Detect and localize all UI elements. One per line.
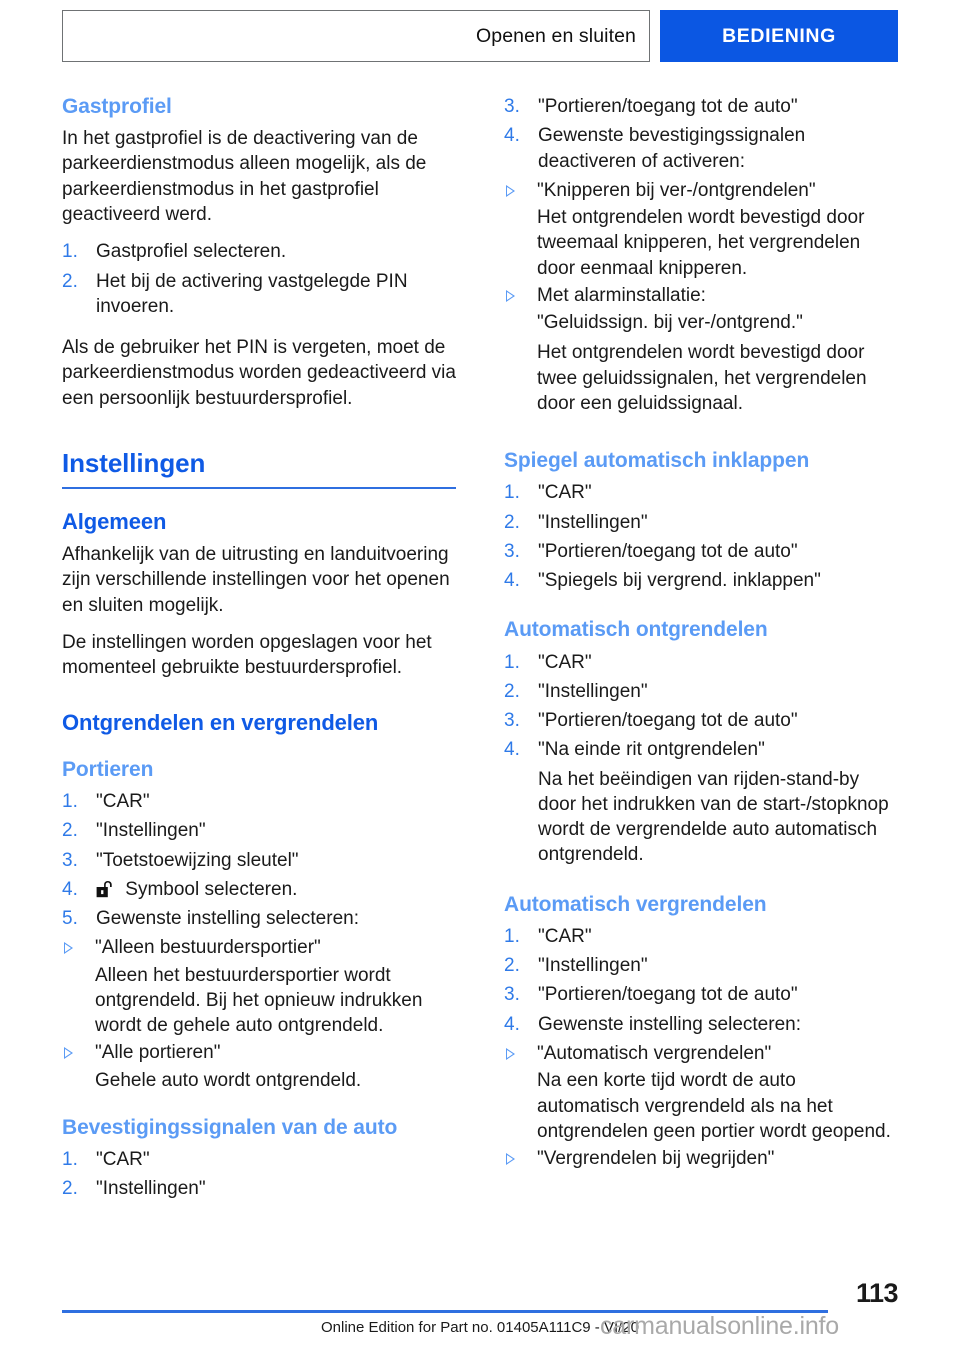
portieren-options	[62, 935, 456, 1093]
header-chapter-title: BEDIENING	[722, 24, 836, 47]
list-item	[62, 935, 456, 960]
option-label: "Alle portieren"	[95, 1042, 221, 1064]
step-text: "CAR"	[96, 791, 150, 813]
automatisch-ontgrendelen-steps	[504, 650, 898, 868]
page-footer	[62, 1278, 898, 1340]
page-header	[62, 10, 898, 62]
open-padlock-icon	[96, 879, 113, 898]
step-number: 4.	[504, 125, 520, 147]
list-item	[62, 1176, 456, 1201]
list-item	[504, 1146, 898, 1171]
step-text: "CAR"	[96, 1149, 150, 1171]
option-sublabel: "Geluidssign. bij ver-/ontgrend."	[537, 312, 803, 334]
gastprofiel-steps	[62, 239, 456, 319]
list-item	[504, 123, 898, 174]
option-description: Alleen het bestuurdersportier wordt ontgrendeld. Bij het opnieuw indrukken wordt de gehele auto ontgrendeld.	[95, 964, 423, 1037]
option-description-wrap	[504, 205, 898, 281]
step-number: 4.	[504, 1013, 520, 1035]
option-description-wrap	[62, 963, 456, 1039]
triangle-bullet-icon	[506, 1153, 515, 1165]
gastprofiel-intro: In het gastprofiel is de deactivering van de parkeerdienstmodus alleen mogelijk, als de parkeerdienstmodus in het gastprofiel geactiveerd werd.	[62, 128, 427, 225]
step-text: Gewenste instelling selecteren:	[96, 908, 359, 930]
step-text: "Instellingen"	[538, 955, 648, 977]
step-text: "CAR"	[538, 651, 592, 673]
list-item	[504, 708, 898, 733]
step-number: 1.	[62, 1149, 78, 1171]
list-item	[504, 953, 898, 978]
list-item	[62, 789, 456, 814]
triangle-bullet-icon	[64, 942, 73, 954]
list-item	[62, 877, 456, 902]
step-text: "Toetstoewijzing sleutel"	[96, 849, 299, 871]
option-description: Na een korte tijd wordt de auto automatisch vergrendeld als na het ontgrendelen geen portier wordt geopend.	[537, 1070, 891, 1142]
triangle-bullet-icon	[64, 1047, 73, 1059]
list-item	[504, 283, 898, 308]
triangle-bullet-icon	[506, 185, 515, 197]
option-description-wrap	[504, 1068, 898, 1144]
bevestigingssignalen-steps	[62, 1147, 456, 1202]
algemeen-para-1: Afhankelijk van de uitrusting en landuitvoering zijn verschillende instellingen voor het openen en sluiten mogelijk.	[62, 544, 450, 616]
list-item	[504, 650, 898, 675]
header-chapter-box	[660, 10, 898, 62]
watermark: carmanualsonline.info	[600, 1312, 840, 1340]
list-item	[62, 269, 456, 320]
triangle-bullet-icon	[506, 1048, 515, 1060]
heading-ontgrendelen-en-vergrendelen: Ontgrendelen en vergrendelen	[62, 710, 379, 736]
option-description-wrap	[62, 1068, 456, 1093]
step-number: 3.	[504, 540, 520, 562]
heading-automatisch-vergrendelen: Automatisch vergrendelen	[504, 892, 767, 916]
option-description: Gehele auto wordt ontgrendeld.	[95, 1069, 362, 1091]
step-number: 4.	[62, 878, 78, 900]
step-number: 2.	[62, 270, 78, 292]
list-item	[504, 1012, 898, 1037]
list-item	[504, 539, 898, 564]
triangle-bullet-icon	[506, 290, 515, 302]
option-sublabel-wrap	[504, 310, 898, 335]
step-text: Gewenste bevestigingssignalen deactiveren of activeren:	[538, 125, 806, 172]
heading-bevestigingssignalen-van-de-auto: Bevestigingssignalen van de auto	[62, 1115, 398, 1139]
list-item	[62, 1147, 456, 1172]
bevestigingssignalen-options	[504, 178, 898, 416]
edition-line: Online Edition for Part no. 01405A111C9 - VI/20	[321, 1319, 639, 1336]
heading-portieren: Portieren	[62, 757, 154, 781]
option-label: Met alarminstallatie:	[537, 284, 706, 306]
step-number: 2.	[504, 955, 520, 977]
right-column	[504, 94, 898, 1264]
automatisch-vergrendelen-steps	[504, 924, 898, 1037]
step-text: "Portieren/toegang tot de auto"	[538, 710, 798, 732]
list-item	[504, 982, 898, 1007]
algemeen-para-2: De instellingen worden opgeslagen voor het momenteel gebruikte bestuurdersprofiel.	[62, 631, 432, 679]
heading-instellingen: Instellingen	[62, 449, 456, 489]
step-text: "CAR"	[538, 482, 592, 504]
list-item	[504, 737, 898, 867]
page-number: 113	[855, 1278, 898, 1308]
heading-gastprofiel: Gastprofiel	[62, 95, 172, 118]
step-number: 1.	[504, 651, 520, 673]
step-number: 2.	[504, 511, 520, 533]
step-text: "Instellingen"	[96, 1178, 206, 1200]
option-description: Het ontgrendelen wordt bevestigd door tweemaal knipperen, het vergrendelen door eenmaal knipperen.	[537, 207, 865, 279]
bevestigingssignalen-steps-continued	[504, 94, 898, 174]
step-text: "Instellingen"	[538, 680, 648, 702]
option-label: "Knipperen bij ver-/ontgrendelen"	[537, 179, 816, 201]
option-label: "Alleen bestuurdersportier"	[95, 937, 321, 959]
heading-algemeen: Algemeen	[62, 508, 167, 534]
step-number: 3.	[62, 849, 78, 871]
step-number: 3.	[504, 984, 520, 1006]
step-number: 4.	[504, 570, 520, 592]
list-item	[504, 480, 898, 505]
list-item	[504, 924, 898, 949]
list-item	[62, 239, 456, 264]
left-column	[62, 94, 456, 1264]
step-text: Symbool selecteren.	[125, 878, 298, 900]
list-item	[504, 94, 898, 119]
page-content	[62, 94, 898, 1264]
step-note: Na het beëindigen van rijden-stand-by door het indrukken van de start-/stopknop wordt de vergrendelde auto automatisch ontgrendeld.	[538, 768, 889, 866]
automatisch-vergrendelen-options	[504, 1041, 898, 1171]
heading-spiegel-automatisch-inklappen: Spiegel automatisch inklappen	[504, 449, 810, 473]
step-number: 1.	[504, 482, 520, 504]
step-number: 3.	[504, 96, 520, 117]
step-text: "Portieren/toegang tot de auto"	[538, 96, 798, 117]
step-number: 2.	[62, 820, 78, 842]
header-section-title: Openen en sluiten	[476, 24, 636, 47]
step-text: "CAR"	[538, 925, 592, 947]
list-item	[62, 818, 456, 843]
list-item	[504, 568, 898, 593]
step-text: "Spiegels bij vergrend. inklappen"	[538, 570, 821, 592]
step-number: 2.	[504, 680, 520, 702]
gastprofiel-outro: Als de gebruiker het PIN is vergeten, moet de parkeerdienstmodus worden gedeactiveerd via een persoonlijk bestuurdersprofiel.	[62, 337, 456, 409]
step-text: Het bij de activering vastgelegde PIN invoeren.	[96, 270, 408, 317]
spiegel-steps	[504, 480, 898, 593]
portieren-steps	[62, 789, 456, 931]
list-item	[504, 178, 898, 203]
heading-automatisch-ontgrendelen: Automatisch ontgrendelen	[504, 618, 768, 642]
step-number: 1.	[504, 925, 520, 947]
step-text: "Portieren/toegang tot de auto"	[538, 984, 798, 1006]
step-text: "Instellingen"	[96, 820, 206, 842]
step-number: 1.	[62, 791, 78, 813]
option-label: "Vergrendelen bij wegrijden"	[537, 1148, 775, 1170]
list-item	[504, 510, 898, 535]
step-number: 1.	[62, 241, 78, 263]
step-text: "Instellingen"	[538, 511, 648, 533]
step-text: "Portieren/toegang tot de auto"	[538, 540, 798, 562]
option-description: Het ontgrendelen wordt bevestigd door twee geluidssignalen, het vergrendelen door een geluidssignaal.	[537, 342, 867, 414]
list-item	[62, 906, 456, 931]
step-number: 5.	[62, 908, 78, 930]
list-item	[62, 1040, 456, 1065]
header-section-box	[62, 10, 650, 62]
list-item	[504, 679, 898, 704]
step-text: Gastprofiel selecteren.	[96, 241, 287, 263]
list-item	[62, 848, 456, 873]
step-number: 3.	[504, 710, 520, 732]
step-number: 2.	[62, 1178, 78, 1200]
option-description-wrap	[504, 340, 898, 416]
step-text: "Na einde rit ontgrendelen"	[538, 739, 765, 761]
option-label: "Automatisch vergrendelen"	[537, 1043, 772, 1064]
list-item	[504, 1041, 898, 1066]
step-number: 4.	[504, 739, 520, 761]
step-text: Gewenste instelling selecteren:	[538, 1013, 801, 1035]
